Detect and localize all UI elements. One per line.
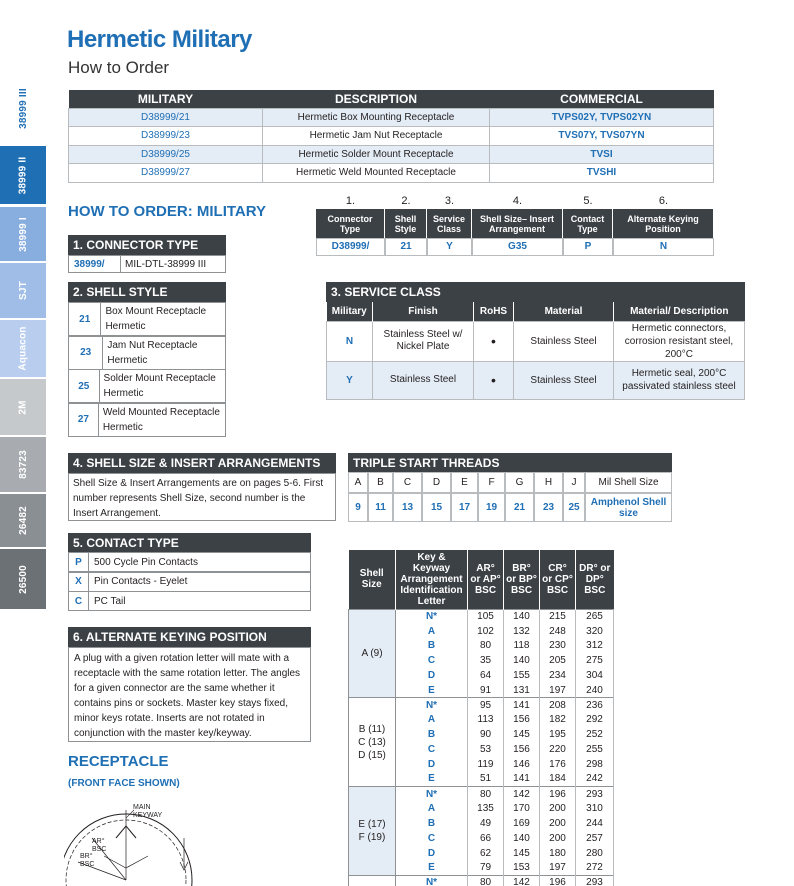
alt-keying-box bbox=[68, 647, 311, 742]
hto-number: 4. bbox=[512, 195, 523, 207]
service-class-row bbox=[327, 321, 745, 361]
keying-row bbox=[349, 698, 614, 713]
contact-type-code: C bbox=[69, 592, 89, 610]
shell-style-row bbox=[68, 302, 226, 336]
keying-angle: 140 bbox=[504, 653, 540, 668]
shell-size-box bbox=[68, 473, 336, 521]
hto-header: Alternate Keying Position bbox=[613, 209, 714, 238]
col-military: MILITARY bbox=[69, 90, 263, 108]
triple-number: 13 bbox=[393, 493, 422, 522]
keying-row bbox=[349, 609, 614, 624]
keying-angle: 215 bbox=[540, 609, 576, 624]
keying-letter: E bbox=[396, 772, 468, 787]
keying-letter: C bbox=[396, 653, 468, 668]
keying-angle: 80 bbox=[468, 875, 504, 886]
triple-letter: B bbox=[368, 472, 393, 493]
shell-size-text: Shell Size & Insert Arrangements are on pages 5-6. First number represents Shell Size, second number is the Insert Arrangement. bbox=[73, 478, 324, 519]
sc-col-rohs: RoHS bbox=[474, 302, 514, 321]
contact-type-code: X bbox=[69, 573, 89, 591]
side-tab-4[interactable] bbox=[0, 320, 46, 377]
keying-angle: 280 bbox=[576, 846, 614, 861]
keying-letter: B bbox=[396, 639, 468, 654]
sc-col-material: Material bbox=[514, 302, 614, 321]
keying-angle: 310 bbox=[576, 801, 614, 816]
keying-angle: 242 bbox=[576, 772, 614, 787]
page-title: Hermetic Military bbox=[67, 26, 252, 53]
triple-letter: G bbox=[505, 472, 534, 493]
hto-value: N bbox=[613, 238, 714, 256]
hto-header: Connector Type bbox=[316, 209, 385, 238]
sc-col-finish: Finish bbox=[373, 302, 474, 321]
triple-letter: D bbox=[422, 472, 451, 493]
hto-header: Service Class bbox=[427, 209, 472, 238]
keying-angle: 182 bbox=[540, 713, 576, 728]
side-tab-label: 2M bbox=[17, 399, 29, 415]
keying-shell-size bbox=[349, 875, 396, 886]
triple-letter: E bbox=[451, 472, 478, 493]
side-tab-label: 38999 I bbox=[17, 216, 29, 252]
top-table-row bbox=[69, 127, 714, 146]
keying-angle: 80 bbox=[468, 787, 504, 802]
keying-angle: 145 bbox=[504, 727, 540, 742]
keying-angle: 153 bbox=[504, 861, 540, 876]
hto-number: 6. bbox=[658, 195, 669, 207]
shell-style-code: 21 bbox=[69, 303, 101, 335]
shell-style-desc: Jam Nut Receptacle Hermetic bbox=[107, 339, 198, 366]
amphenol-shell-size-label: Amphenol Shell size bbox=[585, 493, 672, 522]
connector-type-box bbox=[68, 255, 226, 273]
how-to-order-heading: HOW TO ORDER: MILITARY bbox=[68, 203, 267, 220]
keying-letter: D bbox=[396, 668, 468, 683]
keying-angle: 90 bbox=[468, 727, 504, 742]
keying-angle: 240 bbox=[576, 683, 614, 698]
keying-angle: 64 bbox=[468, 668, 504, 683]
side-tab-label: SJT bbox=[17, 281, 29, 300]
hto-value: P bbox=[563, 238, 613, 256]
triple-number: 25 bbox=[563, 493, 585, 522]
keying-angle: 169 bbox=[504, 816, 540, 831]
sc-col-desc: Material/ Description bbox=[614, 302, 745, 321]
shell-style-desc: Weld Mounted Receptacle Hermetic bbox=[102, 406, 220, 433]
keying-letter: N* bbox=[396, 787, 468, 802]
hto-value: G35 bbox=[472, 238, 563, 256]
page-subtitle: How to Order bbox=[68, 58, 170, 77]
side-tab-8[interactable] bbox=[0, 549, 46, 609]
shell-style-row bbox=[68, 369, 226, 403]
keying-angle: 140 bbox=[504, 609, 540, 624]
keying-angle: 49 bbox=[468, 816, 504, 831]
keying-angle: 156 bbox=[504, 742, 540, 757]
contact-type-code: P bbox=[69, 553, 89, 571]
keying-angle: 132 bbox=[504, 624, 540, 639]
military-code: D38999/25 bbox=[69, 145, 263, 164]
shell-style-desc: Solder Mount Receptacle Hermetic bbox=[103, 373, 216, 399]
kt-col-letter: Key & Keyway Arrangement Identification Letter bbox=[396, 550, 468, 609]
keying-angle: 146 bbox=[504, 757, 540, 772]
description: Hermetic Weld Mounted Receptacle bbox=[263, 164, 490, 183]
keying-angle: 200 bbox=[540, 831, 576, 846]
triple-number: 21 bbox=[505, 493, 534, 522]
military-code: D38999/21 bbox=[69, 108, 263, 127]
triple-number: 9 bbox=[348, 493, 368, 522]
col-commercial: COMMERCIAL bbox=[490, 90, 714, 108]
keying-angle: 105 bbox=[468, 609, 504, 624]
alt-keying-heading: 6. ALTERNATE KEYING POSITION bbox=[68, 627, 311, 647]
keying-angle: 91 bbox=[468, 683, 504, 698]
keying-shell-size: E (17) F (19) bbox=[349, 787, 396, 876]
contact-type-desc: Pin Contacts - Eyelet bbox=[94, 576, 188, 587]
top-table-row bbox=[69, 108, 714, 127]
ar-bsc-label: AR° BSC bbox=[92, 838, 107, 853]
shell-style-code: 25 bbox=[69, 370, 100, 402]
kt-col-shell-size: Shell Size bbox=[349, 550, 396, 609]
keying-letter: E bbox=[396, 861, 468, 876]
keying-angle: 200 bbox=[540, 801, 576, 816]
commercial-code: TVS07Y, TVS07YN bbox=[490, 127, 714, 146]
shell-style-desc: Box Mount Receptacle Hermetic bbox=[105, 306, 207, 332]
keying-letter: B bbox=[396, 816, 468, 831]
triple-letter: C bbox=[393, 472, 422, 493]
military-commercial-table bbox=[68, 90, 714, 183]
keying-angle: 170 bbox=[504, 801, 540, 816]
keying-angle: 156 bbox=[504, 713, 540, 728]
hto-value: D38999/ bbox=[316, 238, 385, 256]
keying-angle: 312 bbox=[576, 639, 614, 654]
keying-angle: 80 bbox=[468, 639, 504, 654]
keying-angle: 119 bbox=[468, 757, 504, 772]
commercial-code: TVSI bbox=[490, 145, 714, 164]
sc-material: Stainless Steel bbox=[514, 361, 614, 399]
sc-col-military: Military bbox=[327, 302, 373, 321]
triple-number: 19 bbox=[478, 493, 505, 522]
receptacle-subheading: (FRONT FACE SHOWN) bbox=[68, 778, 180, 789]
keying-letter: N* bbox=[396, 875, 468, 886]
keying-angle: 51 bbox=[468, 772, 504, 787]
keying-table bbox=[348, 550, 614, 886]
military-code: D38999/23 bbox=[69, 127, 263, 146]
keying-letter: C bbox=[396, 742, 468, 757]
sc-military: Y bbox=[327, 361, 373, 399]
keying-angle: 95 bbox=[468, 698, 504, 713]
service-class-table bbox=[326, 302, 745, 400]
military-code: D38999/27 bbox=[69, 164, 263, 183]
sc-rohs: • bbox=[474, 361, 514, 399]
keying-angle: 195 bbox=[540, 727, 576, 742]
triple-letter: A bbox=[348, 472, 368, 493]
side-tab-label: 26500 bbox=[17, 564, 29, 594]
keying-angle: 197 bbox=[540, 683, 576, 698]
keying-angle: 184 bbox=[540, 772, 576, 787]
keying-letter: D bbox=[396, 757, 468, 772]
top-table-row bbox=[69, 145, 714, 164]
keying-letter: A bbox=[396, 624, 468, 639]
keying-angle: 135 bbox=[468, 801, 504, 816]
keying-angle: 118 bbox=[504, 639, 540, 654]
triple-letter: F bbox=[478, 472, 505, 493]
contact-type-heading: 5. CONTACT TYPE bbox=[68, 533, 311, 552]
main-keyway-label: MAIN KEYWAY bbox=[133, 804, 163, 819]
keying-angle: 196 bbox=[540, 875, 576, 886]
hto-header: Shell Size– Insert Arrangement bbox=[472, 209, 563, 238]
keying-angle: 196 bbox=[540, 787, 576, 802]
shell-size-heading: 4. SHELL SIZE & INSERT ARRANGEMENTS bbox=[68, 453, 336, 473]
keying-letter: N* bbox=[396, 609, 468, 624]
hto-number: 1. bbox=[345, 195, 356, 207]
alt-keying-text: A plug with a given rotation letter will mate with a receptacle with the same rotation letter. The angles for a given connector are the same whether it contains pins or sockets. Master key stays fixed, minor keys rotate. Inserts are not rotated in conjunction with the master key/keyway. bbox=[74, 653, 301, 739]
keying-letter: E bbox=[396, 683, 468, 698]
keying-angle: 298 bbox=[576, 757, 614, 772]
keying-angle: 208 bbox=[540, 698, 576, 713]
description: Hermetic Box Mounting Receptacle bbox=[263, 108, 490, 127]
br-bsc-label: BR° BSC bbox=[80, 853, 95, 868]
keying-row bbox=[349, 787, 614, 802]
mil-shell-size-label: Mil Shell Size bbox=[585, 472, 672, 493]
col-description: DESCRIPTION bbox=[263, 90, 490, 108]
triple-number: 17 bbox=[451, 493, 478, 522]
shell-style-code: 27 bbox=[69, 404, 99, 436]
sc-material: Stainless Steel bbox=[514, 321, 614, 361]
keying-angle: 131 bbox=[504, 683, 540, 698]
contact-type-row bbox=[68, 572, 311, 592]
keying-angle: 142 bbox=[504, 875, 540, 886]
triple-number: 11 bbox=[368, 493, 393, 522]
description: Hermetic Solder Mount Receptacle bbox=[263, 145, 490, 164]
sc-finish: Stainless Steel bbox=[373, 361, 474, 399]
keying-angle: 113 bbox=[468, 713, 504, 728]
contact-type-row bbox=[68, 552, 311, 572]
keying-shell-size: B (11) C (13) D (15) bbox=[349, 698, 396, 787]
keying-row bbox=[349, 875, 614, 886]
contact-type-desc: PC Tail bbox=[94, 595, 126, 607]
kt-col-cr: CR° or CP° BSC bbox=[540, 550, 576, 609]
side-tab-label: 38999 III bbox=[17, 88, 29, 129]
keying-angle: 220 bbox=[540, 742, 576, 757]
keying-shell-size: A (9) bbox=[349, 609, 396, 698]
keying-angle: 275 bbox=[576, 653, 614, 668]
kt-col-br: BR° or BP° BSC bbox=[504, 550, 540, 609]
commercial-code: TVSHI bbox=[490, 164, 714, 183]
keying-angle: 205 bbox=[540, 653, 576, 668]
side-tab-1[interactable] bbox=[0, 146, 46, 204]
service-class-row bbox=[327, 361, 745, 399]
shell-style-heading: 2. SHELL STYLE bbox=[68, 282, 226, 302]
outer-ring bbox=[64, 814, 192, 886]
triple-number: 23 bbox=[534, 493, 563, 522]
keying-angle: 197 bbox=[540, 861, 576, 876]
keying-angle: 53 bbox=[468, 742, 504, 757]
hto-header: Contact Type bbox=[563, 209, 613, 238]
side-tab-3[interactable] bbox=[0, 263, 46, 318]
keying-angle: 200 bbox=[540, 816, 576, 831]
keying-angle: 140 bbox=[504, 831, 540, 846]
hto-number: 5. bbox=[583, 195, 593, 207]
hto-header: Shell Style bbox=[385, 209, 427, 238]
service-class-heading: 3. SERVICE CLASS bbox=[326, 282, 745, 302]
keying-angle: 142 bbox=[504, 787, 540, 802]
shell-style-row bbox=[68, 336, 226, 370]
receptacle-heading: RECEPTACLE bbox=[68, 753, 169, 770]
keying-letter: B bbox=[396, 727, 468, 742]
keying-angle: 248 bbox=[540, 624, 576, 639]
keying-angle: 180 bbox=[540, 846, 576, 861]
connector-type-desc: MIL-DTL-38999 III bbox=[125, 258, 207, 270]
hto-number: 3. bbox=[444, 195, 455, 207]
side-tab-label: 26482 bbox=[17, 506, 29, 535]
hto-value: 21 bbox=[385, 238, 427, 256]
triple-letter: H bbox=[534, 472, 563, 493]
sc-military: N bbox=[327, 321, 373, 361]
keying-angle: 230 bbox=[540, 639, 576, 654]
kt-col-dr: DR° or DP° BSC bbox=[576, 550, 614, 609]
keying-angle: 265 bbox=[576, 609, 614, 624]
contact-type-desc: 500 Cycle Pin Contacts bbox=[94, 556, 198, 568]
keying-angle: 292 bbox=[576, 713, 614, 728]
description: Hermetic Jam Nut Receptacle bbox=[263, 127, 490, 146]
kt-col-ar: AR° or AP° BSC bbox=[468, 550, 504, 609]
sc-desc: Hermetic connectors, corrosion resistant steel, 200°C bbox=[614, 321, 745, 361]
side-tab-0[interactable] bbox=[0, 76, 46, 141]
keying-letter: N* bbox=[396, 698, 468, 713]
keying-angle: 255 bbox=[576, 742, 614, 757]
side-tab-6[interactable] bbox=[0, 437, 46, 492]
connector-type-heading: 1. CONNECTOR TYPE bbox=[68, 235, 226, 255]
keying-angle: 252 bbox=[576, 727, 614, 742]
keying-angle: 62 bbox=[468, 846, 504, 861]
side-tab-label: Aquacon bbox=[17, 326, 29, 371]
keying-angle: 244 bbox=[576, 816, 614, 831]
keying-letter: C bbox=[396, 831, 468, 846]
keying-angle: 304 bbox=[576, 668, 614, 683]
shell-style-code: 23 bbox=[69, 337, 103, 369]
triple-letter: J bbox=[563, 472, 585, 493]
triple-number: 15 bbox=[422, 493, 451, 522]
sc-finish: Stainless Steel w/ Nickel Plate bbox=[373, 321, 474, 361]
keying-angle: 145 bbox=[504, 846, 540, 861]
keying-letter: A bbox=[396, 801, 468, 816]
top-table-row bbox=[69, 164, 714, 183]
side-tab-2[interactable] bbox=[0, 207, 46, 261]
keying-angle: 236 bbox=[576, 698, 614, 713]
shell-style-row bbox=[68, 403, 226, 437]
contact-type-row bbox=[68, 591, 311, 611]
side-tab-label: 83723 bbox=[17, 450, 29, 479]
keying-letter: A bbox=[396, 713, 468, 728]
keying-angle: 102 bbox=[468, 624, 504, 639]
side-tab-5[interactable] bbox=[0, 379, 46, 435]
keying-angle: 66 bbox=[468, 831, 504, 846]
connector-type-code: 38999/ bbox=[69, 256, 121, 272]
keying-angle: 155 bbox=[504, 668, 540, 683]
hto-number: 2. bbox=[401, 195, 411, 207]
triple-start-heading: TRIPLE START THREADS bbox=[348, 453, 672, 472]
keying-angle: 272 bbox=[576, 861, 614, 876]
keying-angle: 257 bbox=[576, 831, 614, 846]
keying-angle: 234 bbox=[540, 668, 576, 683]
side-tab-7[interactable] bbox=[0, 494, 46, 547]
keying-angle: 141 bbox=[504, 698, 540, 713]
sc-desc: Hermetic seal, 200°C passivated stainless steel bbox=[614, 361, 745, 399]
keying-angle: 35 bbox=[468, 653, 504, 668]
side-tab-label: 38999 II bbox=[17, 156, 29, 194]
keying-angle: 293 bbox=[576, 875, 614, 886]
commercial-code: TVPS02Y, TVPS02YN bbox=[490, 108, 714, 127]
keying-angle: 141 bbox=[504, 772, 540, 787]
sc-rohs: • bbox=[474, 321, 514, 361]
hto-value: Y bbox=[427, 238, 472, 256]
keying-letter: D bbox=[396, 846, 468, 861]
keying-angle: 293 bbox=[576, 787, 614, 802]
keying-angle: 320 bbox=[576, 624, 614, 639]
keying-angle: 176 bbox=[540, 757, 576, 772]
keying-angle: 79 bbox=[468, 861, 504, 876]
